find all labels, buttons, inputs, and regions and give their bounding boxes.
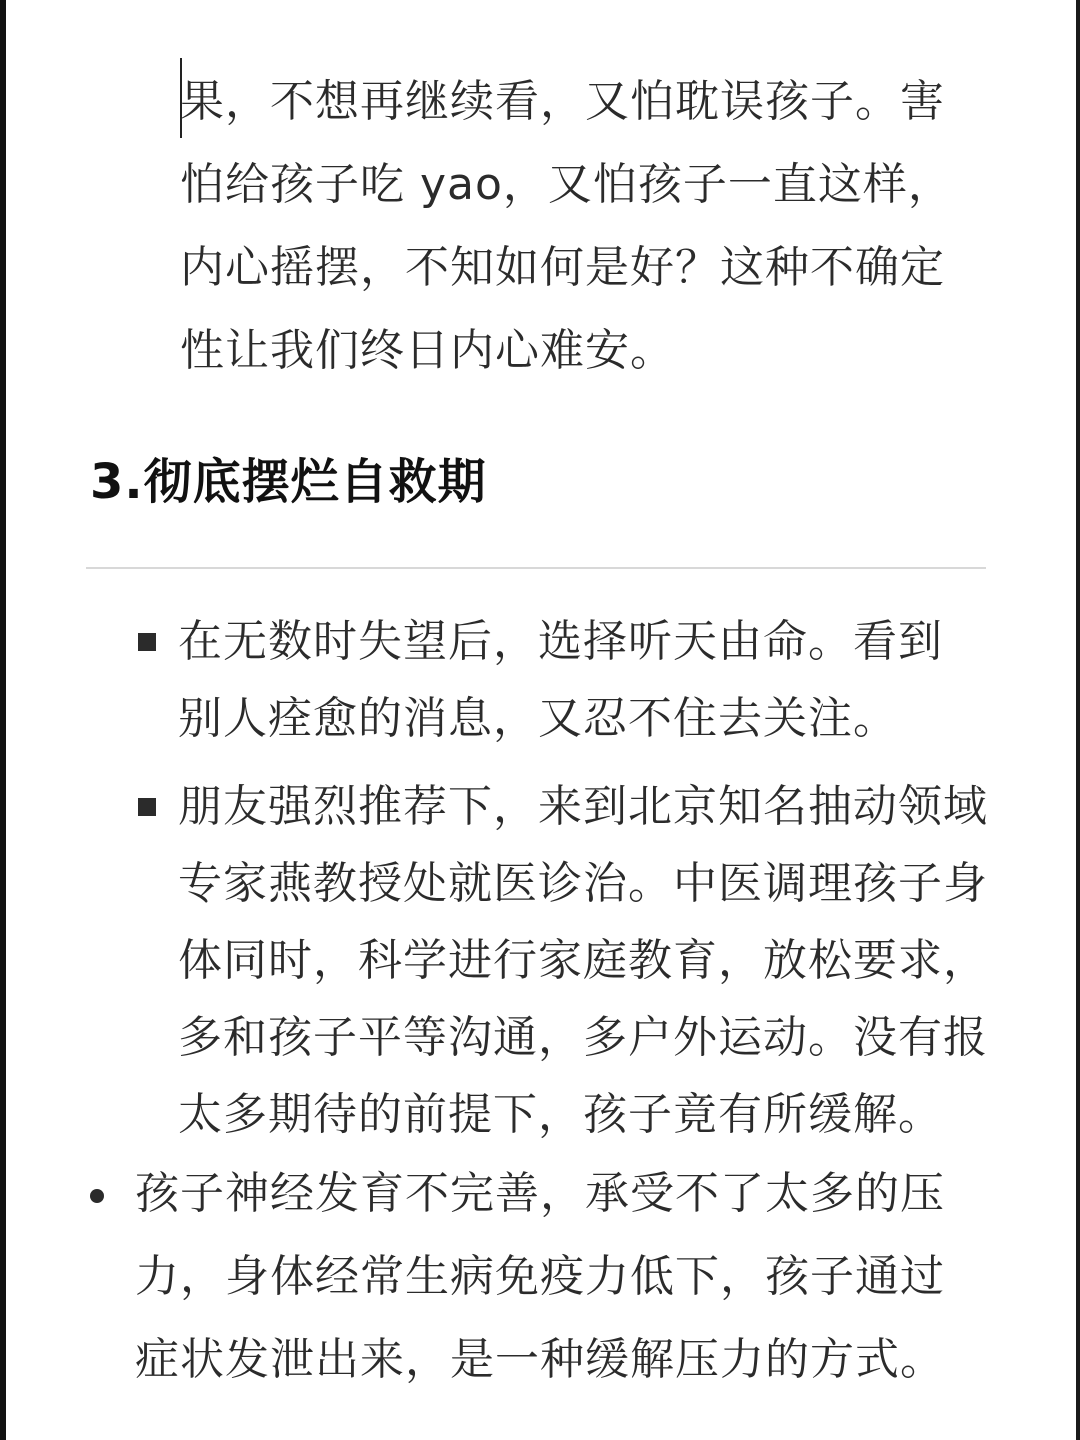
paragraph-line: 性让我们终日内心难安。 bbox=[180, 325, 675, 376]
paragraph-line: 内心摇摆，不知如何是好？这种不确定 bbox=[180, 242, 945, 293]
list-item-line: 在无数时失望后，选择听天由命。看到 bbox=[178, 616, 943, 667]
paragraph-line: 怕给孩子吃 yao，又怕孩子一直这样， bbox=[180, 159, 953, 210]
list-item-line: 孩子神经发育不完善，承受不了太多的压 bbox=[135, 1168, 945, 1219]
page-right-edge bbox=[1076, 0, 1080, 1440]
list-item-line: 体同时，科学进行家庭教育，放松要求， bbox=[178, 935, 988, 986]
square-bullet-icon bbox=[138, 633, 156, 651]
intro-paragraph bbox=[180, 60, 1000, 392]
list-item-line: 多和孩子平等沟通，多户外运动。没有报 bbox=[178, 1012, 988, 1063]
round-bullet-icon bbox=[90, 1189, 104, 1203]
list-item-line: 朋友强烈推荐下，来到北京知名抽动领域 bbox=[178, 781, 988, 832]
section-divider bbox=[86, 567, 986, 569]
paragraph-line: 果，不想再继续看，又怕耽误孩子。害 bbox=[180, 76, 945, 127]
list-item bbox=[178, 603, 1068, 757]
page-left-edge bbox=[0, 0, 6, 1440]
list-item-line: 别人痊愈的消息，又忍不住去关注。 bbox=[178, 693, 898, 744]
section-heading: 3.彻底摆烂自救期 bbox=[90, 454, 487, 510]
list-item-line: 太多期待的前提下，孩子竟有所缓解。 bbox=[178, 1089, 943, 1140]
list-item-line: 专家燕教授处就医诊治。中医调理孩子身 bbox=[178, 858, 988, 909]
square-bullet-icon bbox=[138, 798, 156, 816]
list-item bbox=[135, 1152, 1015, 1401]
list-item-line: 力，身体经常生病免疫力低下，孩子通过 bbox=[135, 1251, 945, 1302]
list-item bbox=[178, 768, 1068, 1153]
list-item-line: 症状发泄出来，是一种缓解压力的方式。 bbox=[135, 1334, 945, 1385]
